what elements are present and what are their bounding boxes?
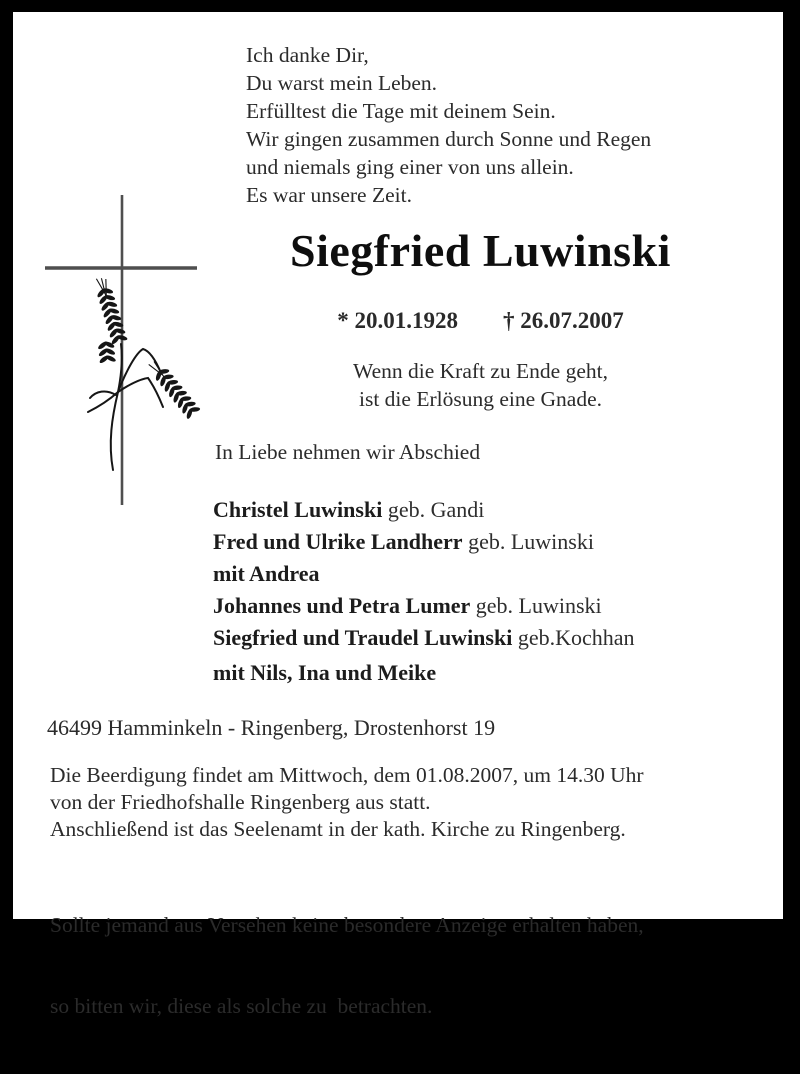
mourner-row xyxy=(213,622,635,654)
farewell-line: In Liebe nehmen wir Abschied xyxy=(215,440,481,464)
mourner-row xyxy=(213,558,635,590)
mourner-maiden-name: geb.Kochhan xyxy=(512,625,635,650)
mourner-names: Siegfried und Traudel Luwinski xyxy=(213,625,513,650)
poem-line: Es war unsere Zeit. xyxy=(246,183,412,207)
verse-line: Wenn die Kraft zu Ende geht, xyxy=(353,359,608,383)
mourner-maiden-name: geb. Gandi xyxy=(382,497,485,522)
mourner-names: Christel Luwinski xyxy=(213,497,383,522)
mourner-maiden-name: geb. Luwinski xyxy=(470,593,602,618)
poem-line: Du warst mein Leben. xyxy=(246,71,438,95)
funeral-info xyxy=(50,762,644,843)
notice-paper xyxy=(13,12,783,1018)
funeral-line: Anschließend ist das Seelenamt in der kath. Kirche zu Ringenberg. xyxy=(50,817,626,841)
poem-line: Ich danke Dir, xyxy=(246,43,369,67)
mourner-names: Johannes und Petra Lumer xyxy=(213,593,471,618)
funeral-line: von der Friedhofshalle Ringenberg aus statt. xyxy=(50,790,431,814)
closing-note xyxy=(50,858,644,1074)
verse-line: ist die Erlösung eine Gnade. xyxy=(358,387,602,411)
life-dates xyxy=(213,308,748,334)
mourner-row xyxy=(213,590,635,622)
opening-poem xyxy=(246,41,651,209)
death-date: † 26.07.2007 xyxy=(503,308,624,333)
mourner-maiden-name: geb. Luwinski xyxy=(462,529,594,554)
birth-date: * 20.01.1928 xyxy=(337,308,458,333)
deceased-name: Siegfried Luwinski xyxy=(290,225,671,276)
mourner-names: mit Nils, Ina und Meike xyxy=(213,660,437,685)
note-line: Sollte jemand aus Versehen keine besondere Anzeige erhalten haben, xyxy=(50,913,644,937)
note-line: so bitten wir, diese als solche zu betrachten. xyxy=(50,994,433,1018)
poem-line: Erfülltest die Tage mit deinem Sein. xyxy=(246,99,556,123)
mourner-row xyxy=(213,526,635,558)
memorial-verse xyxy=(213,357,748,413)
cross-and-wheat-icon xyxy=(40,185,210,515)
mourner-names: Fred und Ulrike Landherr xyxy=(213,529,463,554)
mourner-names: mit Andrea xyxy=(213,561,320,586)
mourner-row xyxy=(213,657,635,689)
mourners-list xyxy=(213,494,635,689)
poem-line: Wir gingen zusammen durch Sonne und Regen xyxy=(246,127,652,151)
address-line: 46499 Hamminkeln - Ringenberg, Drostenhorst 19 xyxy=(47,715,496,740)
funeral-line: Die Beerdigung findet am Mittwoch, dem 01.08.2007, um 14.30 Uhr xyxy=(50,763,644,787)
mourner-row xyxy=(213,494,635,526)
poem-line: und niemals ging einer von uns allein. xyxy=(246,155,574,179)
